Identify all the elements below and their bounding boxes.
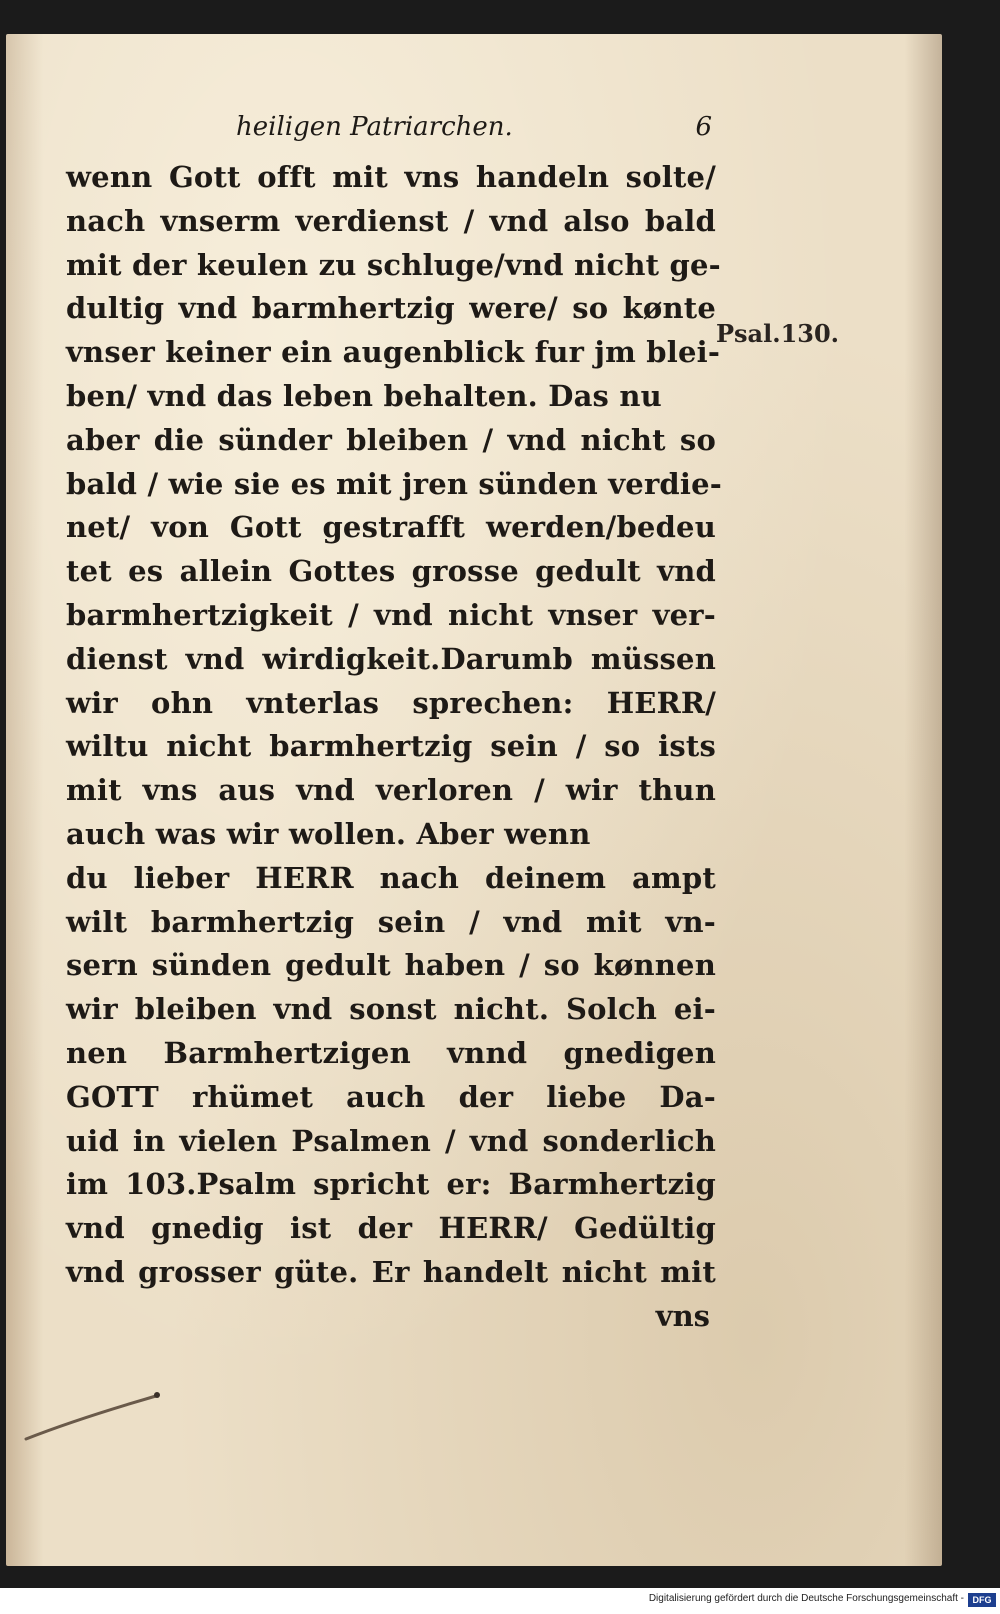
book-page (6, 34, 942, 1566)
body-text (66, 156, 722, 1295)
text-block (66, 104, 722, 1339)
text-line: uid in vielen Psalmen / vnd sonderlich (66, 1123, 716, 1158)
text-line: wir ohn vnterlas sprechen: HERR/ (66, 685, 716, 720)
text-line: vnser keiner ein augenblick fur jm blei- (66, 335, 721, 370)
text-line: tet es allein Gottes grosse gedult vnd (66, 554, 716, 589)
footer-strip (0, 1588, 1000, 1614)
page-number: 6 (695, 112, 712, 142)
text-line: mit vns aus vnd verloren / wir thun (66, 773, 716, 808)
running-title: heiligen Patriarchen. (236, 112, 513, 142)
text-line: GOTT rhümet auch der liebe Da- (66, 1079, 716, 1114)
text-line: vnd gnedig ist der HERR/ Gedültig (66, 1211, 716, 1246)
text-line: sern sünden gedult haben / so kønnen (66, 948, 716, 983)
text-line: net/ von Gott gestrafft werden/bedeu (66, 510, 716, 545)
footer-credit: Digitalisierung gefördert durch die Deutsche Forschungsgemeinschaft - (648, 1593, 964, 1604)
text-line: ben/ vnd das leben behalten. Das nu (66, 378, 662, 413)
ink-stroke-mark (24, 1384, 164, 1444)
text-line: wir bleiben vnd sonst nicht. Solch ei- (66, 992, 716, 1027)
text-line: wenn Gott offt mit vns handeln solte/ (66, 160, 716, 194)
text-line: bald / wie sie es mit jren sünden verdie- (66, 466, 722, 501)
text-line: aber die sünder bleiben / vnd nicht so (66, 422, 716, 457)
text-line: auch was wir wollen. Aber wenn (66, 816, 591, 851)
text-line: du lieber HERR nach deinem ampt (66, 860, 716, 895)
text-line: wilt barmhertzig sein / vnd mit vn- (66, 904, 716, 939)
marginal-note: Psal.130. (716, 319, 840, 348)
text-line: mit der keulen zu schluge/vnd nicht ge- (66, 247, 721, 282)
text-line: dultig vnd barmhertzig were/ so kønte (66, 291, 716, 326)
text-line: nen Barmhertzigen vnnd gnedigen (66, 1035, 716, 1070)
text-line: nach vnserm verdienst / vnd also bald (66, 203, 716, 238)
text-line: im 103.Psalm spricht er: Barmhertzig (66, 1167, 716, 1202)
text-line: barmhertzigkeit / vnd nicht vnser ver- (66, 597, 716, 632)
text-line: vnd grosser güte. Er handelt nicht mit (66, 1254, 716, 1289)
text-line: dienst vnd wirdigkeit.Darumb müssen (66, 641, 716, 676)
dfg-logo: DFG (968, 1593, 996, 1607)
running-head (66, 104, 716, 156)
catchword: vns (655, 1298, 710, 1333)
text-line: wiltu nicht barmhertzig sein / so ists (66, 729, 716, 764)
